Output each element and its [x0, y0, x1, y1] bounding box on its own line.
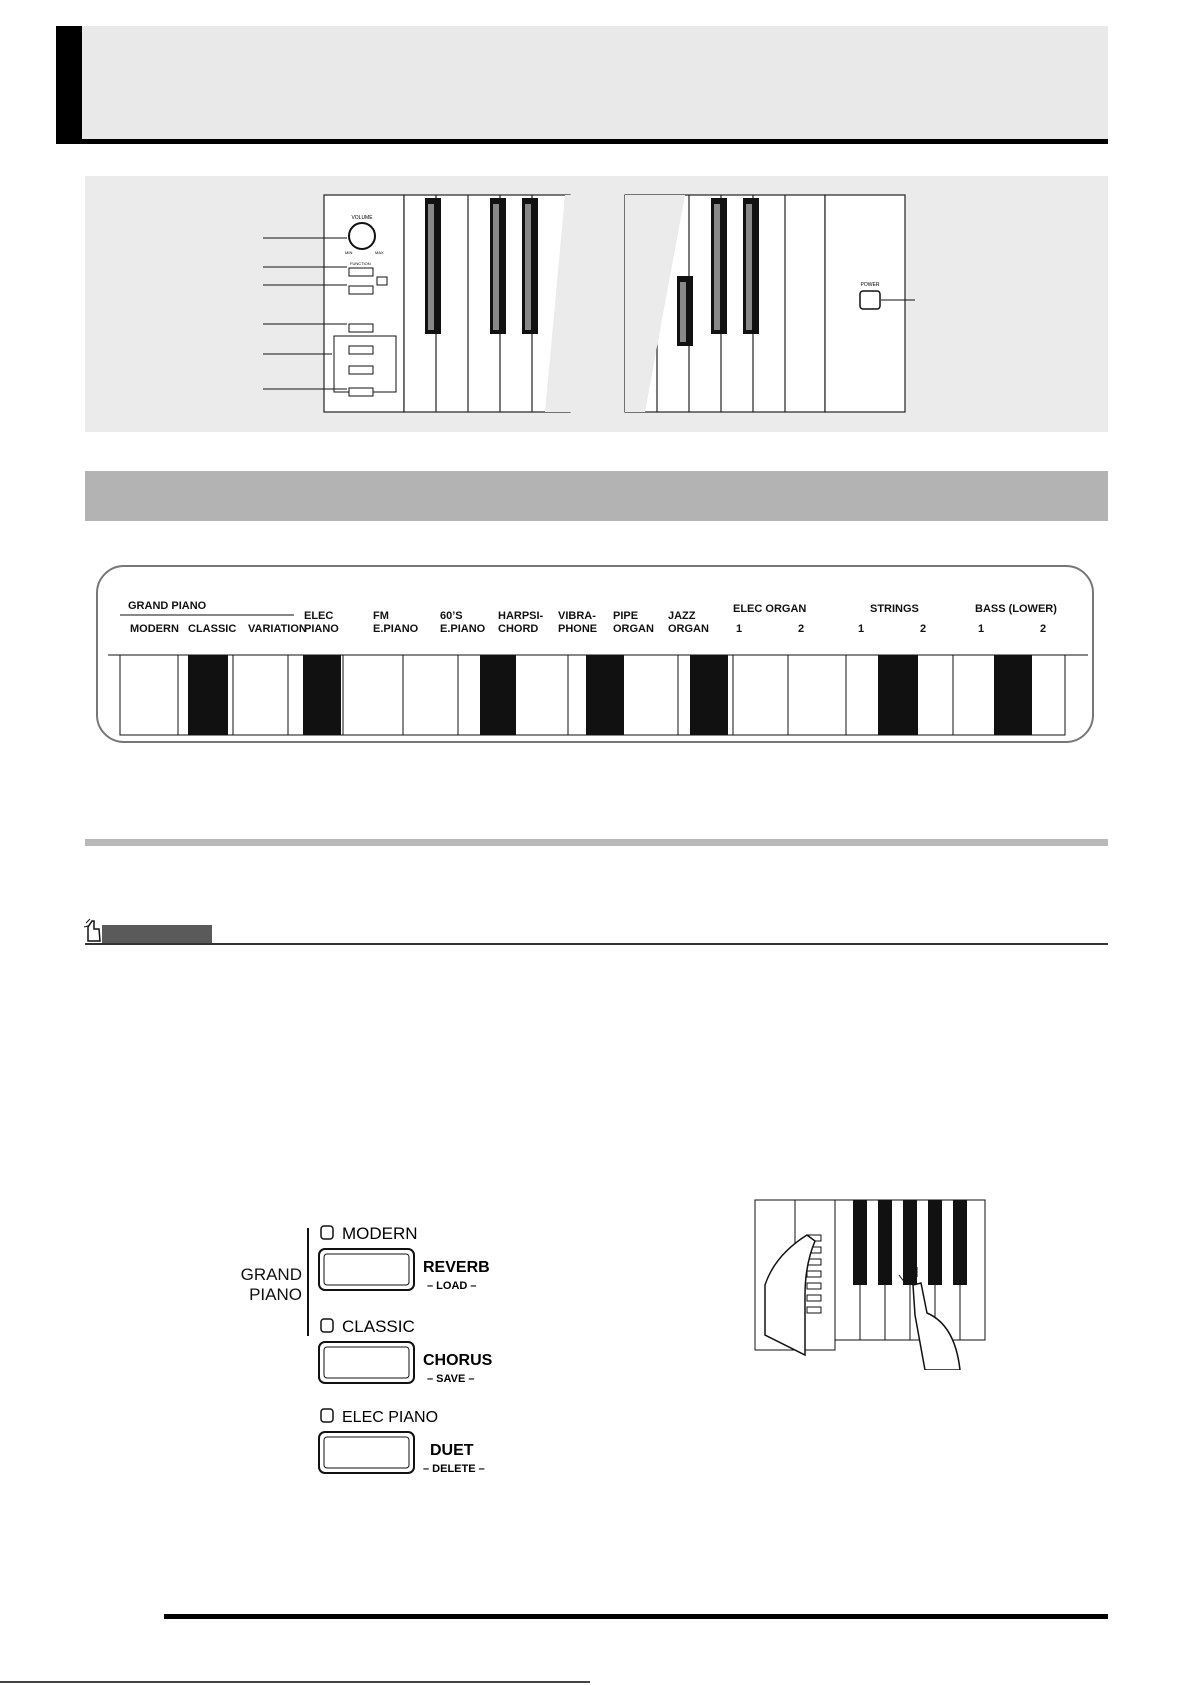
svg-text:MODERN: MODERN — [130, 623, 179, 635]
section-divider — [85, 839, 1108, 846]
svg-text:1: 1 — [736, 623, 743, 635]
svg-text:ELEC ORGAN: ELEC ORGAN — [733, 603, 807, 615]
note-rule — [85, 943, 1108, 945]
svg-text:PIANO: PIANO — [249, 1285, 302, 1304]
svg-text:GRAND: GRAND — [240, 1265, 302, 1284]
svg-text:GRAND PIANO: GRAND PIANO — [128, 600, 207, 612]
svg-text:JAZZ: JAZZ — [668, 610, 696, 622]
svg-text:STRINGS: STRINGS — [870, 603, 919, 615]
hands-pressing-keys-illustration — [745, 1195, 995, 1370]
tone-keyboard-drawing — [98, 567, 1096, 745]
svg-text:CLASSIC: CLASSIC — [188, 623, 237, 635]
svg-text:ELEC PIANO: ELEC PIANO — [342, 1409, 439, 1426]
footer-rule — [164, 1614, 1108, 1619]
svg-text:BASS (LOWER): BASS (LOWER) — [975, 603, 1057, 615]
svg-text:1: 1 — [978, 623, 985, 635]
svg-text:ORGAN: ORGAN — [668, 623, 709, 635]
svg-text:PHONE: PHONE — [558, 623, 598, 635]
hand-pointer-icon — [84, 917, 104, 943]
svg-text:CLASSIC: CLASSIC — [342, 1317, 415, 1336]
svg-text:VIBRA-: VIBRA- — [558, 610, 596, 622]
page-edge-line — [0, 1681, 590, 1683]
svg-text:1: 1 — [858, 623, 865, 635]
svg-text:PIANO: PIANO — [304, 623, 339, 635]
svg-text:PIPE: PIPE — [613, 610, 639, 622]
volume-knob-icon — [349, 223, 375, 249]
svg-text:POWER: POWER — [860, 282, 880, 288]
svg-text:2: 2 — [798, 623, 805, 635]
tone-keyboard-diagram — [96, 565, 1094, 743]
svg-text:DUET: DUET — [430, 1442, 474, 1459]
svg-text:2: 2 — [1040, 623, 1047, 635]
svg-text:VOLUME: VOLUME — [351, 215, 373, 221]
svg-text:VARIATION: VARIATION — [248, 623, 307, 635]
svg-text:– DELETE –: – DELETE – — [423, 1463, 485, 1475]
svg-text:CHORD: CHORD — [498, 623, 539, 635]
header-bar — [56, 26, 1108, 144]
svg-text:2: 2 — [920, 623, 927, 635]
control-panel-drawing — [85, 176, 1108, 432]
svg-text:ELEC: ELEC — [304, 610, 334, 622]
svg-text:FUNCTION: FUNCTION — [350, 261, 371, 266]
svg-text:REVERB: REVERB — [423, 1259, 490, 1276]
svg-text:– LOAD –: – LOAD – — [427, 1280, 477, 1292]
note-tab — [102, 925, 212, 945]
power-button-icon — [860, 291, 880, 309]
svg-text:HARPSI-: HARPSI- — [498, 610, 544, 622]
section-heading-bar — [85, 471, 1108, 521]
svg-text:E.PIANO: E.PIANO — [440, 623, 486, 635]
svg-text:ORGAN: ORGAN — [613, 623, 654, 635]
svg-text:MODERN: MODERN — [342, 1224, 418, 1243]
header-tab — [56, 26, 82, 144]
header-rule — [56, 139, 1108, 144]
svg-text:E.PIANO: E.PIANO — [373, 623, 419, 635]
svg-text:MAX: MAX — [375, 250, 384, 255]
svg-text:CHORUS: CHORUS — [423, 1352, 493, 1369]
tone-button-diagram — [230, 1218, 520, 1483]
svg-text:60’S: 60’S — [440, 610, 463, 622]
control-panel-illustration — [85, 176, 1108, 432]
svg-text:FM: FM — [373, 610, 389, 622]
svg-text:– SAVE –: – SAVE – — [427, 1373, 475, 1385]
svg-text:MIN: MIN — [345, 250, 353, 255]
